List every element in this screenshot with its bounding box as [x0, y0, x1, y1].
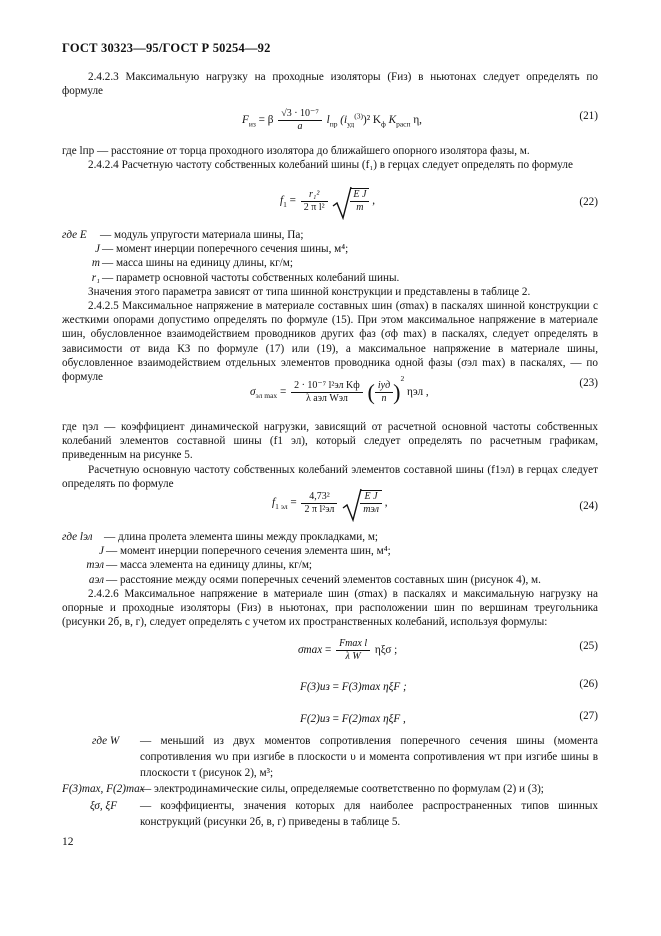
definition-row: m — масса шины на единицу длины, кг/м;: [91, 257, 293, 270]
formula-25: σmax = $\frac{\text{Fmax l}}{\text{λ W}}$ ηξσ ;: [298, 638, 398, 662]
formula-22: $f_1$ = $\frac{\text{r₁²}}{\text{2 π l²}}$ $\frac{\text{E J}}{m}$ ,: [280, 188, 375, 214]
equation-number-23: (23): [579, 377, 598, 389]
formula-24: $f_{1 эл}$ = $\frac{\text{4,73²}}{\text{2 π l²эл}}$ $\frac{\text{E J}}{\text{mэл}}$ ,: [272, 490, 388, 516]
paragraph-2-4-2-6: 2.4.2.6 Максимальное напряжение в материале шин (σmax) в паскалях и максимальную нагрузку на опорные и проходные изоляторы (Fиз) в ньютонах, при расположении шин по вершинам треугольника (рисунки 2б, в, г), следует определять с учетом их пространственных колебаний, используя формулы:: [62, 588, 598, 629]
def-text-W: — меньший из двух моментов сопротивления поперечного сечения шины (момента сопротивления wυ при изгибе в плоскости υ и момента сопротивления wτ при изгибе шины в плоскости τ (рисунок 2), м³;: [140, 735, 598, 779]
equation-number-22: (22): [579, 196, 598, 208]
paragraph-table2-note: Значения этого параметра зависят от типа шинной конструкции и представлены в таблице 2.: [88, 286, 531, 298]
definitions-24: [62, 530, 541, 587]
definition-row: aэл — расстояние между осями поперечных сечений элементов составных шин (рисунок 4), м.: [88, 573, 541, 586]
definition-row: где E — модуль упругости материала шины, Па;: [62, 229, 304, 241]
def-symbol-xi: ξσ, ξF: [90, 800, 118, 812]
formula-27: F(2)из = F(2)max ηξF ,: [300, 713, 406, 725]
page-number: 12: [62, 836, 74, 848]
definition-row: J — момент инерции поперечного сечения шины, м⁴;: [95, 243, 349, 256]
equation-number-25: (25): [579, 640, 598, 652]
paragraph-lpr-def: где lпр — расстояние от торца проходного изолятора до ближайшего опорного изолятора фазы, м.: [62, 145, 530, 157]
definitions-22: [62, 228, 399, 285]
paragraph-eta-el-def: где ηэл — коэффициент динамической нагрузки, зависящий от расчетной основной частоты собственных колебаний элементов составной шины (f1 эл), который следует определять по расчетным графикам, приведенным на рисунке 5.: [62, 421, 598, 462]
equation-number-24: (24): [579, 500, 598, 512]
def-text-Fmax: — электродинамические силы, определяемые соответственно по формулам (2) и (3);: [140, 783, 544, 795]
paragraph-2-4-2-5: 2.4.2.5 Максимальное напряжение в материале составных шин (σmax) в паскалях шинной конструкции с жесткими опорами допустимо определять по формуле (15). При этом максимальное напряжение в материале шин, обусловленное взаимодействием проводников других фаз (σф max) в паскалях, следует определять в зависимости от вида КЗ по формуле (17) или (19), а максимальное напряжение в материале шины, обусловленное взаимодействием отдельных элементов проводника одной фазы (σэл max) в паскалях, — по формуле: [62, 300, 598, 384]
formula-21: $F_{из} = \beta$ $\frac{\text{√3 · 10⁻⁷}}{a}$ $l_{пр}$ $(i_{уд}^{(3)})^2$ $K_ф$ $K_{расп}$ η,: [242, 108, 422, 132]
equation-number-21: (21): [579, 110, 598, 122]
paragraph-2-4-2-3: 2.4.2.3 Максимальную нагрузку на проходные изоляторы (Fиз) в ньютонах следует определять по формуле: [62, 71, 598, 98]
definition-row: r₁ — параметр основной частоты собственных колебаний шины.: [91, 271, 400, 284]
def-symbol-W: где W: [92, 735, 120, 747]
paragraph-2-4-2-4: 2.4.2.4 Расчетную частоту собственных колебаний шины (f₁) в герцах следует определять по формуле: [88, 159, 573, 171]
definition-row: где lэл — длина пролета элемента шины между прокладками, м;: [62, 531, 379, 543]
definition-row: J — момент инерции поперечного сечения элемента шин, м⁴;: [99, 545, 391, 558]
definition-row: mэл — масса элемента на единицу длины, кг/м;: [86, 559, 313, 572]
def-text-xi: — коэффициенты, значения которых для наиболее распространенных типов шинных конструкций (рисунки 2б, в, г) приведены в таблице 5.: [140, 800, 598, 828]
equation-number-26: (26): [579, 678, 598, 690]
equation-number-27: (27): [579, 710, 598, 722]
def-symbol-Fmax: F(3)max, F(2)max: [62, 783, 145, 795]
paragraph-f1el-intro: Расчетную основную частоту собственных колебаний элементов составной шины (f1эл) в герцах следует определять по формуле: [62, 464, 598, 491]
formula-26: F(3)из = F(3)max ηξF ;: [300, 681, 407, 693]
formula-23: $\sigma_{эл max}$ = $\frac{\text{2 · 10⁻⁷ l²эл Kф}}{\text{λ aэл Wэл}}$ ( $\frac{\text{iуд}}{n}$ )$^2$ ηэл ,: [250, 374, 429, 405]
page-header: ГОСТ 30323—95/ГОСТ Р 50254—92: [62, 41, 271, 55]
